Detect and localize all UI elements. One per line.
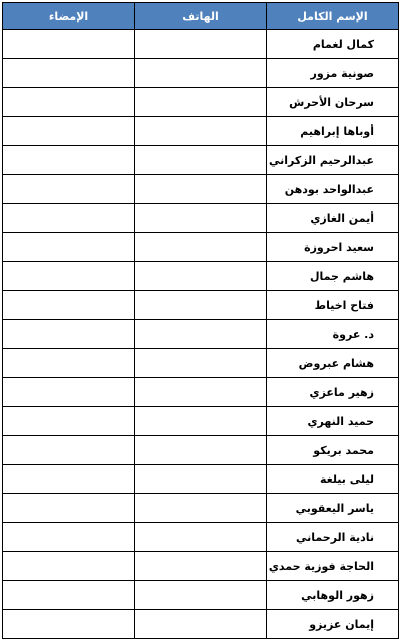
signature-cell[interactable] — [3, 175, 135, 204]
full-name-cell: محمد بريكو — [267, 436, 399, 465]
signature-cell[interactable] — [3, 88, 135, 117]
signature-cell[interactable] — [3, 349, 135, 378]
full-name-cell: هشام عبروض — [267, 349, 399, 378]
signature-cell[interactable] — [3, 262, 135, 291]
table-row — [3, 378, 399, 407]
signature-cell[interactable] — [3, 291, 135, 320]
phone-cell[interactable] — [135, 262, 267, 291]
phone-cell[interactable] — [135, 523, 267, 552]
table-row — [3, 291, 399, 320]
phone-cell[interactable] — [135, 494, 267, 523]
phone-cell[interactable] — [135, 117, 267, 146]
full-name-cell: ياسر اليعقوبي — [267, 494, 399, 523]
header-full-name: الإسم الكامل — [267, 3, 399, 30]
signature-cell[interactable] — [3, 581, 135, 610]
table-row — [3, 552, 399, 581]
table-row — [3, 117, 399, 146]
attendance-table — [2, 2, 399, 639]
table-row — [3, 494, 399, 523]
signature-cell[interactable] — [3, 146, 135, 175]
header-row — [3, 3, 399, 30]
phone-cell[interactable] — [135, 465, 267, 494]
signature-cell[interactable] — [3, 59, 135, 88]
full-name-cell: فتاح اخياط — [267, 291, 399, 320]
full-name-cell: أيمن الغازي — [267, 204, 399, 233]
signature-cell[interactable] — [3, 378, 135, 407]
full-name-cell: عبدالرحيم الزكراني — [267, 146, 399, 175]
phone-cell[interactable] — [135, 349, 267, 378]
table-row — [3, 88, 399, 117]
full-name-cell: سرحان الأحرش — [267, 88, 399, 117]
full-name-cell: هاشم جمال — [267, 262, 399, 291]
full-name-cell: كمال لغمام — [267, 30, 399, 59]
table-row — [3, 204, 399, 233]
signature-cell[interactable] — [3, 320, 135, 349]
table-row — [3, 233, 399, 262]
table-body — [3, 30, 399, 639]
attendance-sheet — [2, 2, 398, 639]
phone-cell[interactable] — [135, 88, 267, 117]
table-row — [3, 407, 399, 436]
table-row — [3, 146, 399, 175]
full-name-cell: سعيد احروزة — [267, 233, 399, 262]
signature-cell[interactable] — [3, 610, 135, 639]
table-row — [3, 465, 399, 494]
full-name-cell: الحاجة فوزية حمدي — [267, 552, 399, 581]
signature-cell[interactable] — [3, 436, 135, 465]
table-row — [3, 581, 399, 610]
signature-cell[interactable] — [3, 494, 135, 523]
phone-cell[interactable] — [135, 436, 267, 465]
full-name-cell: أوباها إبراهيم — [267, 117, 399, 146]
full-name-cell: زهير ماعزي — [267, 378, 399, 407]
signature-cell[interactable] — [3, 523, 135, 552]
table-row — [3, 30, 399, 59]
phone-cell[interactable] — [135, 59, 267, 88]
table-row — [3, 436, 399, 465]
signature-cell[interactable] — [3, 552, 135, 581]
signature-cell[interactable] — [3, 465, 135, 494]
full-name-cell: عبدالواحد بودهن — [267, 175, 399, 204]
phone-cell[interactable] — [135, 233, 267, 262]
table-row — [3, 59, 399, 88]
table-row — [3, 262, 399, 291]
full-name-cell: زهور الوهابي — [267, 581, 399, 610]
signature-cell[interactable] — [3, 30, 135, 59]
phone-cell[interactable] — [135, 175, 267, 204]
full-name-cell: حميد النهري — [267, 407, 399, 436]
signature-cell[interactable] — [3, 407, 135, 436]
table-row — [3, 175, 399, 204]
header-signature: الإمضاء — [3, 3, 135, 30]
phone-cell[interactable] — [135, 407, 267, 436]
signature-cell[interactable] — [3, 233, 135, 262]
table-row — [3, 610, 399, 639]
table-row — [3, 349, 399, 378]
signature-cell[interactable] — [3, 117, 135, 146]
phone-cell[interactable] — [135, 291, 267, 320]
phone-cell[interactable] — [135, 30, 267, 59]
full-name-cell: د. عروة — [267, 320, 399, 349]
full-name-cell: ليلى بيلغة — [267, 465, 399, 494]
phone-cell[interactable] — [135, 378, 267, 407]
header-phone: الهاتف — [135, 3, 267, 30]
phone-cell[interactable] — [135, 610, 267, 639]
full-name-cell: نادية الرحماني — [267, 523, 399, 552]
phone-cell[interactable] — [135, 204, 267, 233]
full-name-cell: إيمان عزيزو — [267, 610, 399, 639]
full-name-cell: صونية مزور — [267, 59, 399, 88]
phone-cell[interactable] — [135, 146, 267, 175]
signature-cell[interactable] — [3, 204, 135, 233]
table-row — [3, 523, 399, 552]
phone-cell[interactable] — [135, 581, 267, 610]
phone-cell[interactable] — [135, 320, 267, 349]
phone-cell[interactable] — [135, 552, 267, 581]
table-row — [3, 320, 399, 349]
